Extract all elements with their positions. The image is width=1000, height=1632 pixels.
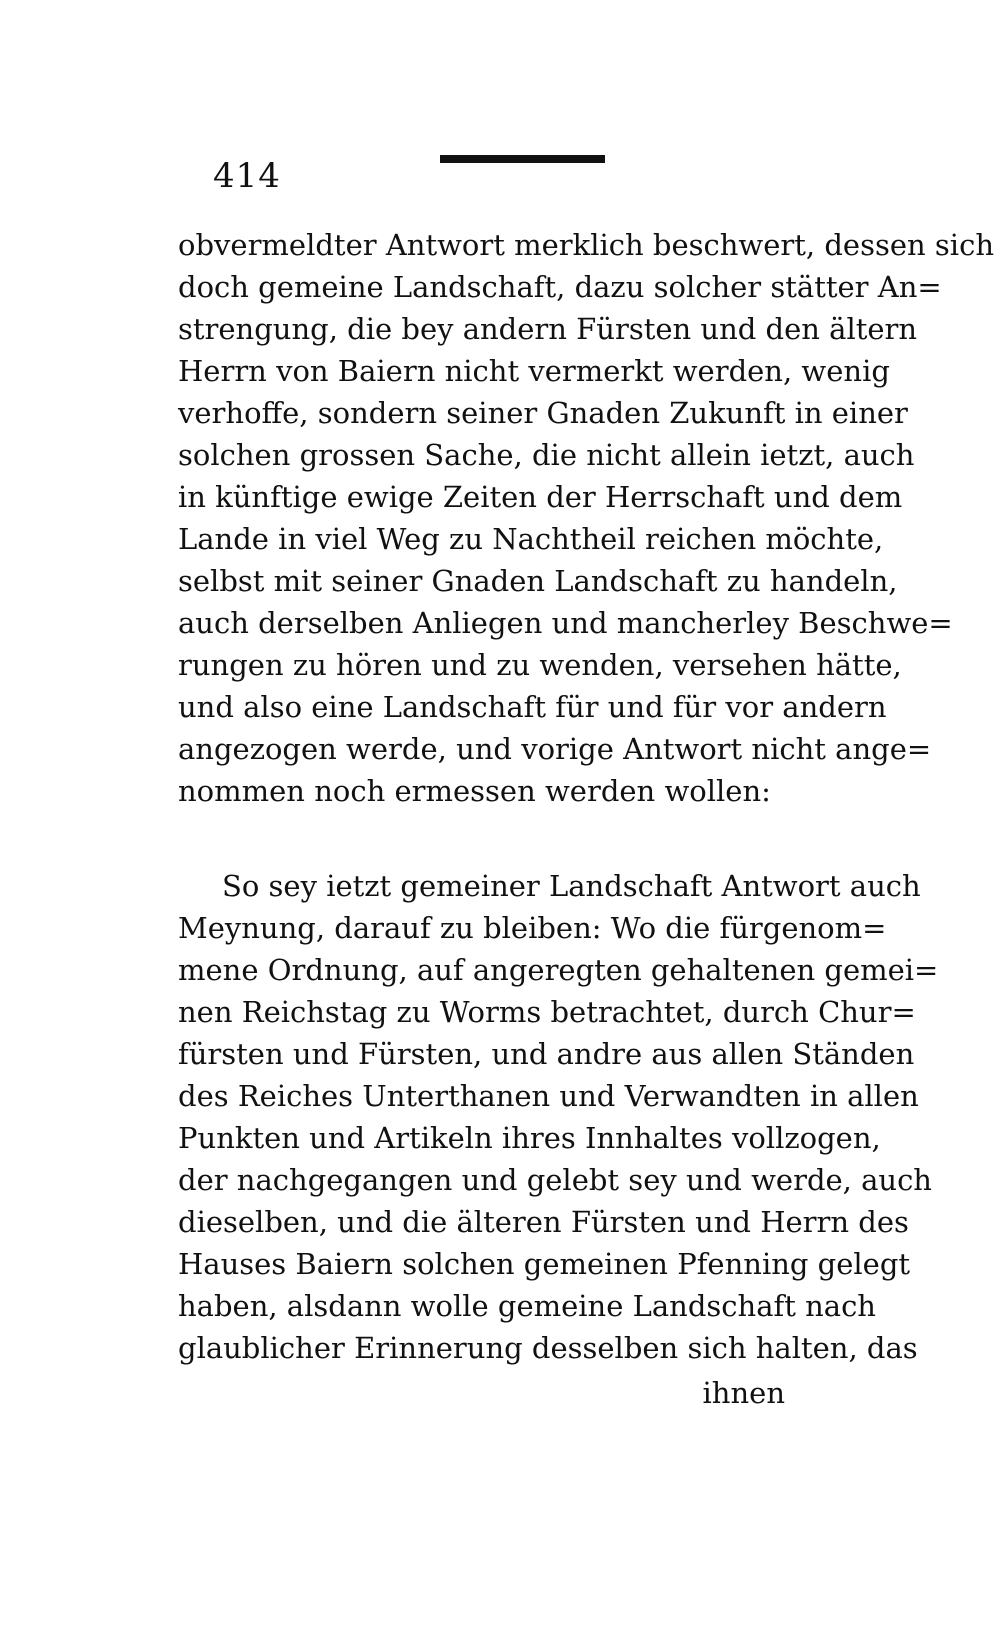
text-line: Hauses Baiern solchen gemeinen Pfenning gelegt bbox=[178, 1247, 911, 1281]
paragraph-2 bbox=[178, 865, 939, 1369]
text-line: selbst mit seiner Gnaden Landschaft zu handeln, bbox=[178, 564, 898, 598]
text-line: glaublicher Erinnerung desselben sich halten, das bbox=[178, 1331, 918, 1365]
text-line: Lande in viel Weg zu Nachtheil reichen möchte, bbox=[178, 522, 884, 556]
text-line: Punkten und Artikeln ihres Innhaltes vollzogen, bbox=[178, 1121, 881, 1155]
text-line: strengung, die bey andern Fürsten und den ältern bbox=[178, 312, 918, 346]
text-line: des Reiches Unterthanen und Verwandten in allen bbox=[178, 1079, 919, 1113]
text-line: nen Reichstag zu Worms betrachtet, durch Chur= bbox=[178, 995, 916, 1029]
text-line: verhoffe, sondern seiner Gnaden Zukunft in einer bbox=[178, 396, 908, 430]
text-line: und also eine Landschaft für und für vor andern bbox=[178, 690, 887, 724]
text-line: haben, alsdann wolle gemeine Landschaft nach bbox=[178, 1289, 876, 1323]
text-line: der nachgegangen und gelebt sey und werde, auch bbox=[178, 1163, 932, 1197]
text-line: rungen zu hören und zu wenden, versehen hätte, bbox=[178, 648, 902, 682]
text-line: Herrn von Baiern nicht vermerkt werden, wenig bbox=[178, 354, 890, 388]
text-line: in künftige ewige Zeiten der Herrschaft und dem bbox=[178, 480, 903, 514]
text-line: doch gemeine Landschaft, dazu solcher stätter An= bbox=[178, 270, 942, 304]
text-line: auch derselben Anliegen und mancherley Beschwe= bbox=[178, 606, 953, 640]
text-line: Meynung, darauf zu bleiben: Wo die fürgenom= bbox=[178, 911, 887, 945]
text-line: obvermeldter Antwort merklich beschwert, dessen sich bbox=[178, 228, 994, 262]
text-line: nommen noch ermessen werden wollen: bbox=[178, 774, 771, 808]
paragraph-1 bbox=[178, 224, 994, 812]
text-line: dieselben, und die älteren Fürsten und Herrn des bbox=[178, 1205, 909, 1239]
catchword: ihnen bbox=[702, 1376, 785, 1410]
text-line: solchen grossen Sache, die nicht allein ietzt, auch bbox=[178, 438, 915, 472]
page-number: 414 bbox=[213, 156, 281, 196]
text-line: So sey ietzt gemeiner Landschaft Antwort auch bbox=[222, 869, 921, 903]
text-line: mene Ordnung, auf angeregten gehaltenen gemei= bbox=[178, 953, 939, 987]
header-rule bbox=[440, 155, 605, 163]
text-line: fürsten und Fürsten, und andre aus allen Ständen bbox=[178, 1037, 915, 1071]
text-line: angezogen werde, und vorige Antwort nicht ange= bbox=[178, 732, 932, 766]
